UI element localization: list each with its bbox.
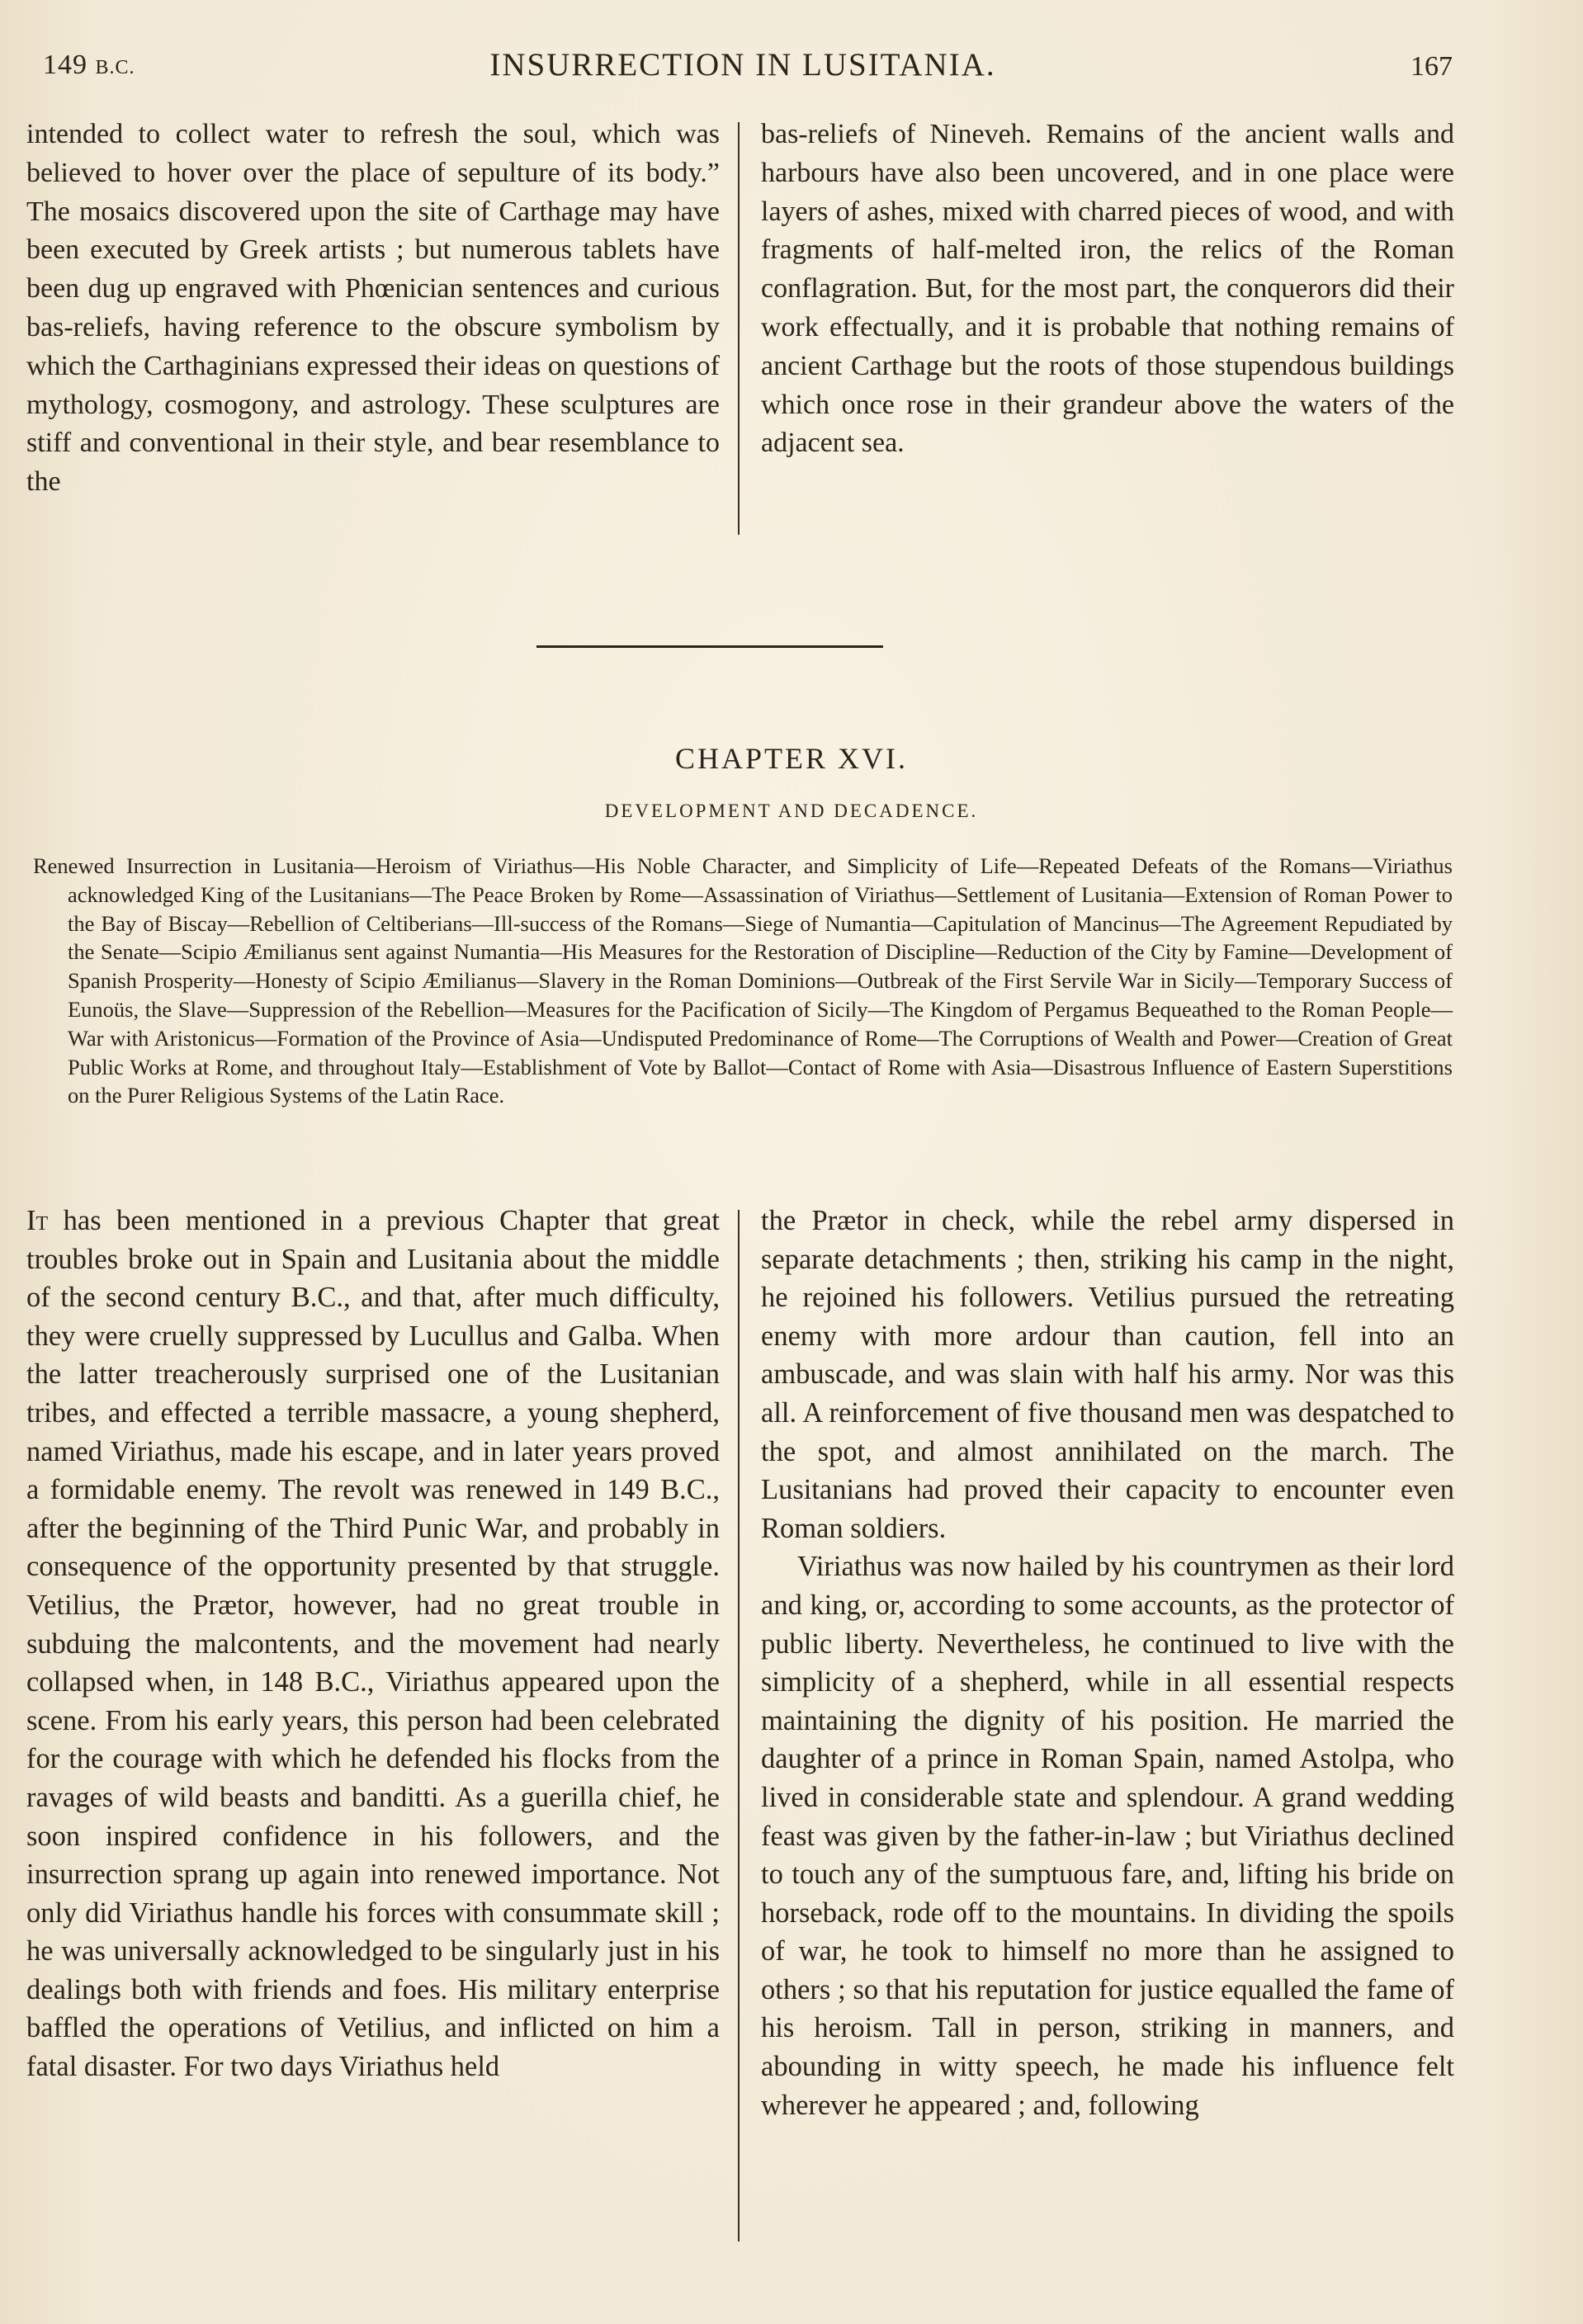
running-header [33,43,1453,92]
main-right-column [761,1202,1454,2124]
top-right-column [761,116,1454,463]
chapter-synopsis: Renewed Insurrection in Lusitania—Heroism of Viriathus—His Noble Character, and Simplicity of Life—Repeated Defeats of the Romans—Viriathus acknowledged King of the Lusitanians—The Peace Broken by Rome—Assassination of Viriathus—Settlement of Lusitania—Extension of Roman Power to the Bay of Biscay—Rebellion of Celtiberians—Ill-success of the Romans—Siege of Numantia—Capitulation of Mancinus—The Agreement Repudiated by the Senate—Scipio Æmilianus sent against Numantia—His Measures for the Restoration of Discipline—Reduction of the City by Famine—Development of Spanish Prosperity—Honesty of Scipio Æmilianus—Slavery in the Roman Dominions—Outbreak of the First Servile War in Sicily—Temporary Success of Eunoüs, the Slave—Suppression of the Rebellion—Measures for the Pacification of Sicily—The Kingdom of Pergamus Bequeathed to the Roman People—War with Aristonicus—Formation of the Province of Asia—Undisputed Predominance of Rome—The Corruptions of Wealth and Power—Creation of Great Public Works at Rome, and throughout Italy—Establishment of Vote by Ballot—Contact of Rome with Asia—Disastrous Influence of Eastern Superstitions on the Purer Religious Systems of the Latin Race. [33,853,1453,1108]
main-right-paragraph-1: the Prætor in check, while the rebel army dispersed in separate detachments ; then, striking his camp in the night, he rejoined his followers. Vetilius pursued the retreating enemy with more ardour than caution, fell into an ambuscade, and was slain with half his army. Nor was this all. A reinforcement of five thousand men was despatched to the spot, and almost annihilated on the march. The Lusitanians had proved their capacity to encounter even Roman soldiers. [761,1205,1454,1544]
section-divider-rule [536,645,883,648]
column-divider [738,122,740,535]
chapter-title: CHAPTER XVI. [674,742,908,775]
header-date-suffix: B.C. [95,57,135,78]
opening-word: It [26,1205,49,1236]
main-left-text: has been mentioned in a previous Chapter that great troubles broke out in Spain and Lusitania about the middle of the second century B.C., and that, after much difficulty, they were cruelly suppressed by Lucullus and Galba. When the latter treacherously surprised one of the Lusitanian tribes, and effected a terrible massacre, a young shepherd, named Viriathus, made his escape, and in later years proved a formidable enemy. The revolt was renewed in 149 B.C., after the beginning of the Third Punic War, and probably in consequence of the opportunity presented by that struggle. Vetilius, the Prætor, however, had no great trouble in subduing the malcontents, and the movement had nearly collapsed when, in 148 B.C., Viriathus appeared upon the scene. From his early years, this person had been celebrated for the courage with which he defended his flocks from the ravages of wild beasts and banditti. As a guerilla chief, he soon inspired confidence in his followers, and the insurrection sprang up again into renewed importance. Not only did Viriathus handle his forces with consummate skill ; he was universally acknowledged to be singularly just in his dealings both with friends and foes. His military enterprise baffled the operations of Vetilius, and inflicted on him a fatal disaster. For two days Viriathus held [26,1205,721,2083]
top-section [26,116,1463,553]
main-left-paragraph [26,1202,720,2086]
top-left-paragraph: intended to collect water to refresh the soul, which was believed to hover over the place of sepulture of its body.” The mosaics discovered upon the site of Carthage may have been executed by Greek artists ; but numerous tablets have been dug up engraved with Phœnician sentences and curious bas-reliefs, having reference to the obscure symbolism by which the Carthaginians expressed their ideas on questions of mythology, cosmogony, and astrology. These sculptures are stiff and conventional in their style, and bear resemblance to the [26,119,720,498]
main-right-paragraph-2: Viriathus was now hailed by his countrymen as their lord and king, or, according to some accounts, as the protector of public liberty. Nevertheless, he continued to live with the simplicity of a shepherd, while in all essential respects maintaining the dignity of his position. He married the daughter of a prince in Roman Spain, named Astolpa, who lived in considerable state and splendour. A grand wedding feast was given by the father-in-law ; but Viriathus declined to touch any of the sumptuous fare, and, lifting his bride on horseback, rode off to the mountains. In dividing the spoils of war, he took to himself no more than he assigned to others ; so that his reputation for justice equalled the fame of his heroism. Tall in person, striking in manners, and abounding in witty speech, he made his influence felt wherever he appeared ; and, following [761,1551,1454,2121]
top-right-paragraph: bas-reliefs of Nineveh. Remains of the ancient walls and harbours have also been uncovered, and in one place were layers of ashes, mixed with charred pieces of wood, and with fragments of half-melted iron, the relics of the Roman conflagration. But, for the most part, the conquerors did their work effectually, and it is probable that nothing remains of ancient Carthage but the roots of those stupendous buildings which once rose in their grandeur above the waters of the adjacent sea. [761,119,1454,459]
page-number: 167 [1411,51,1453,82]
header-title: INSURRECTION IN LUSITANIA. [489,47,996,83]
main-left-column [26,1202,720,2086]
chapter-subtitle: DEVELOPMENT AND DECADENCE. [604,801,979,821]
column-divider [738,1210,740,2241]
main-section [26,1202,1463,2258]
header-date-year: 149 [43,50,87,80]
top-left-column [26,116,720,502]
